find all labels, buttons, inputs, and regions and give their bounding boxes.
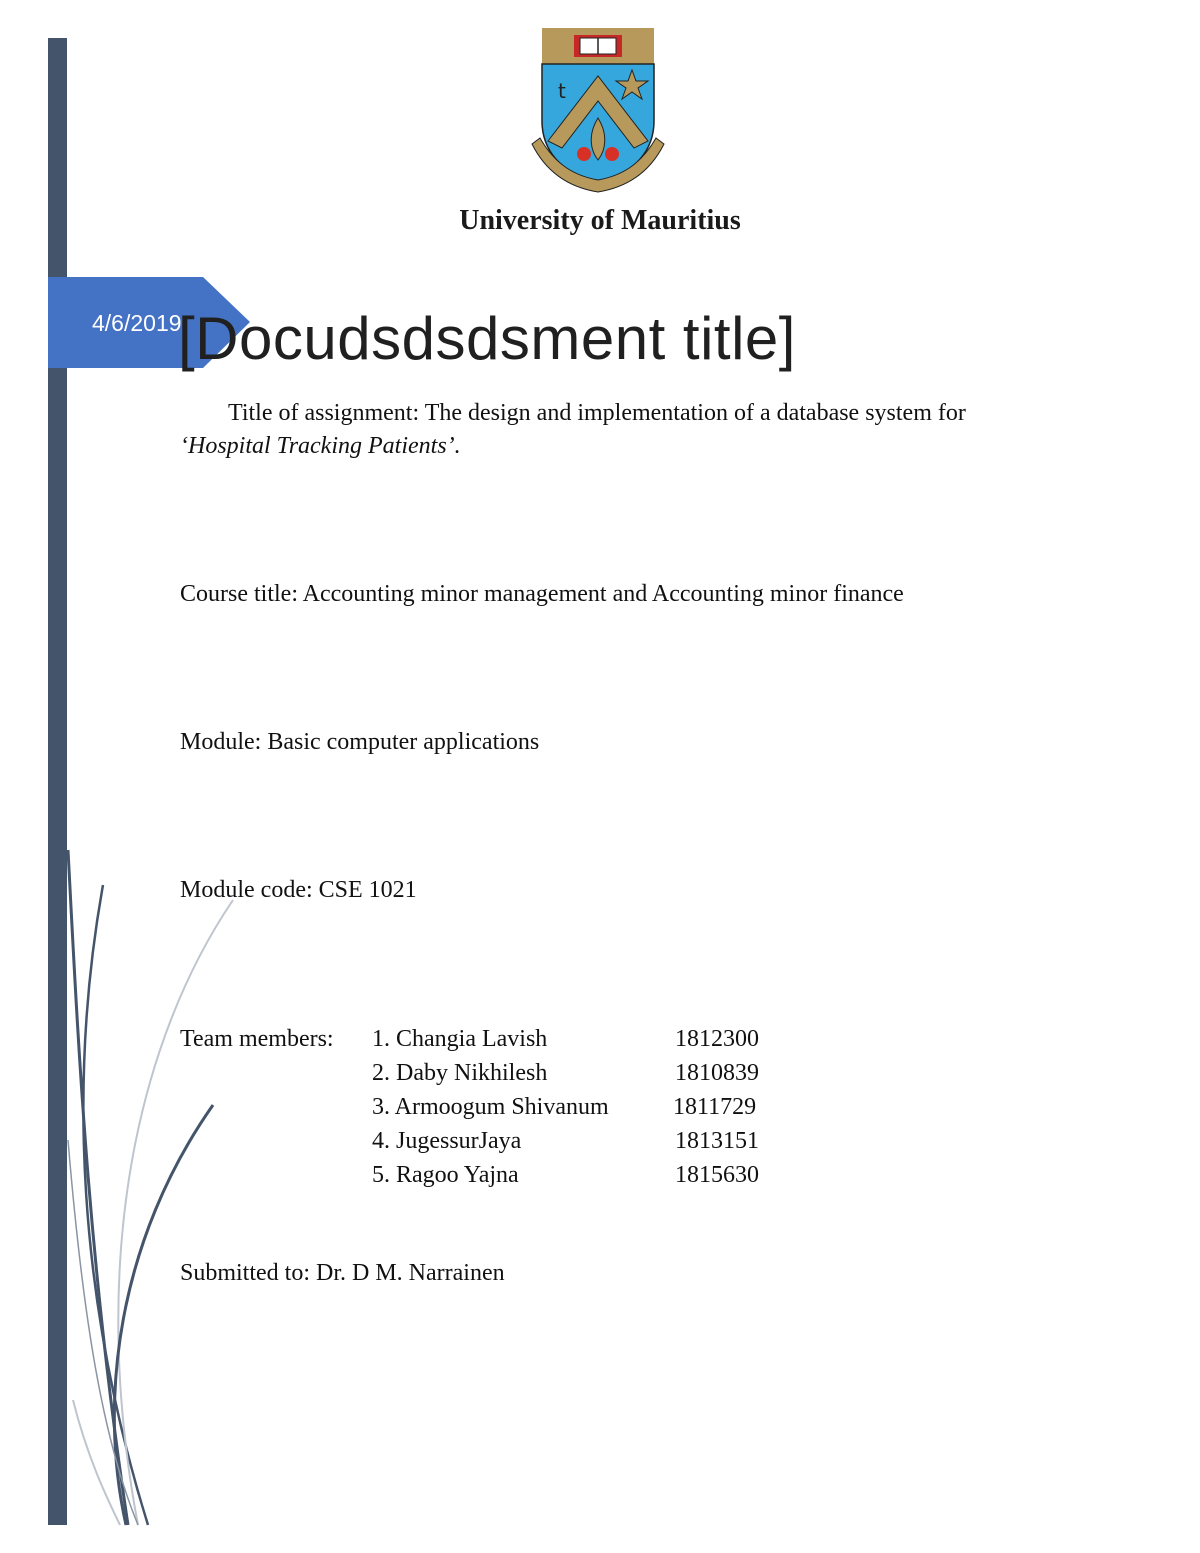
team-member-id: 1810839 [675,1060,759,1086]
assignment-title-line1: Title of assignment: The design and implementation of a database system for [228,400,966,426]
svg-text:t: t [558,79,566,103]
cover-date: 4/6/2019 [92,310,182,336]
assignment-title-line2: ‘Hospital Tracking Patients’. [180,433,461,459]
team-members-label: Team members: [180,1026,334,1052]
module-code: Module code: CSE 1021 [180,877,417,903]
document-title: [Docudsdsdsment title] [178,305,796,372]
team-member-id: 1811729 [673,1094,757,1120]
university-crest-logo [528,26,668,196]
module-name: Module: Basic computer applications [180,729,540,755]
team-member-name: 5. Ragoo Yajna [372,1162,519,1188]
decorative-swirl [48,840,248,1530]
course-title: Course title: Accounting minor management and Accounting minor finance [180,581,904,607]
team-member-name: 1. Changia Lavish [372,1026,548,1052]
team-member-name: 4. JugessurJaya [372,1128,522,1154]
team-member-name: 2. Daby Nikhilesh [372,1060,548,1086]
team-member-id: 1813151 [675,1128,759,1154]
university-name: University of Mauritius [459,205,741,236]
submitted-to: Submitted to: Dr. D M. Narrainen [180,1260,505,1286]
team-member-id: 1812300 [675,1026,759,1052]
team-member-name: 3. Armoogum Shivanum [372,1094,609,1120]
team-member-id: 1815630 [675,1162,759,1188]
